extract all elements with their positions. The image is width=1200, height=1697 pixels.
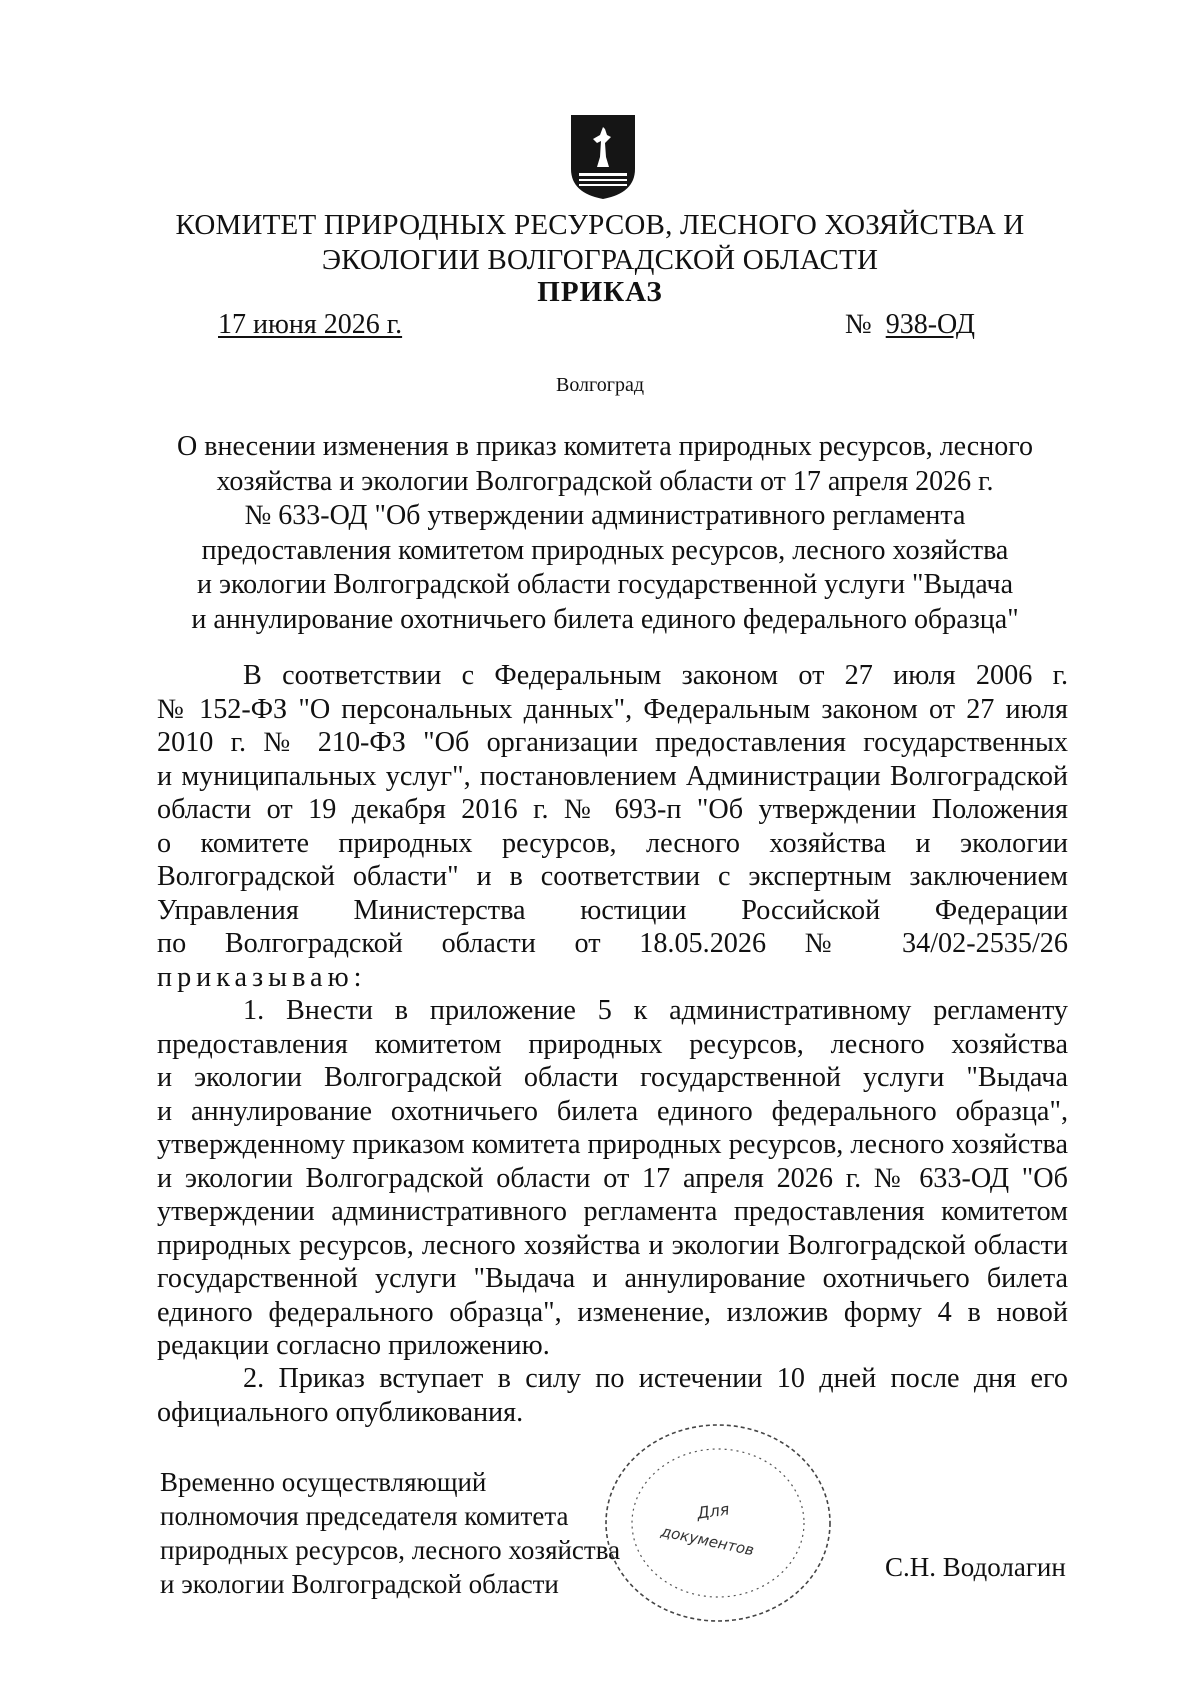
- subject-line: хозяйства и экологии Волгоградской области от 17 апреля 2026 г.: [216, 465, 994, 497]
- svg-text:документов: документов: [659, 1522, 756, 1560]
- subject-line: О внесении изменения в приказ комитета природных ресурсов, лесного: [177, 431, 1033, 462]
- position-line: Временно осуществляющий: [160, 1467, 487, 1497]
- subject-line: и аннулирование охотничьего билета единого федерального образца": [191, 603, 1019, 635]
- organization-name: [150, 208, 1050, 278]
- text-line: и муниципальных услуг", постановлением Администрации Волгоградской: [157, 760, 1068, 792]
- text-line: № 152-ФЗ "О персональных данных", Федеральным законом от 27 июля: [157, 693, 1068, 725]
- org-line-2: ЭКОЛОГИИ ВОЛГОГРАДСКОЙ ОБЛАСТИ: [321, 244, 879, 276]
- text-line: В соответствии с Федеральным законом от 27 июля 2006 г.: [243, 660, 1068, 691]
- text-line: природных ресурсов, лесного хозяйства и экологии Волгоградской области: [157, 1229, 1068, 1261]
- order-date: 17 июня 2026 г.: [218, 309, 403, 340]
- order-number: № 938-ОД: [845, 309, 975, 340]
- text-line: и экологии Волгоградской области государственной услуги "Выдача: [157, 1062, 1068, 1093]
- text-line: 1. Внести в приложение 5 к административному регламенту: [243, 995, 1068, 1026]
- position-line: полномочия председателя комитета: [160, 1501, 569, 1531]
- text-line: Волгоградской области" и в соответствии с экспертным заключением: [157, 861, 1068, 892]
- subject-line: № 633-ОД "Об утверждении административного регламента: [244, 500, 966, 531]
- document-type: ПРИКАЗ: [537, 276, 663, 308]
- text-line: официального опубликования.: [157, 1396, 524, 1428]
- signatory-name: С.Н. Водолагин: [885, 1552, 1066, 1582]
- order-subject: [172, 430, 1038, 637]
- preamble-paragraph: [157, 659, 1068, 994]
- subject-line: предоставления комитетом природных ресурсов, лесного хозяйства: [201, 534, 1009, 566]
- text-line: предоставления комитетом природных ресурсов, лесного хозяйства: [157, 1028, 1068, 1060]
- subject-line: и экологии Волгоградской области государственной услуги "Выдача: [196, 569, 1014, 600]
- text-line: области от 19 декабря 2016 г. № 693-п "Об утверждении Положения: [157, 794, 1068, 825]
- text-line: и аннулирование охотничьего билета единого федерального образца",: [157, 1095, 1068, 1127]
- svg-text:Для: Для: [695, 1499, 731, 1523]
- text-line: 2. Приказ вступает в силу по истечении 10 дней после дня его: [243, 1363, 1068, 1394]
- text-line: утвержденному приказом комитета природных ресурсов, лесного хозяйства: [157, 1129, 1068, 1160]
- text-line: и экологии Волгоградской области от 17 апреля 2026 г. № 633-ОД "Об: [157, 1162, 1068, 1194]
- position-line: и экологии Волгоградской области: [160, 1569, 559, 1599]
- coat-of-arms-icon: [567, 113, 639, 201]
- text-line: по Волгоградской области от 18.05.2026 № 34/02-2535/26: [157, 928, 1068, 959]
- position-line: природных ресурсов, лесного хозяйства: [160, 1535, 621, 1565]
- order-word: приказываю:: [157, 961, 367, 993]
- text-line: государственной услуги "Выдача и аннулирование охотничьего билета: [157, 1263, 1068, 1294]
- signatory-position: [160, 1465, 620, 1601]
- text-line: Управления Министерства юстиции Российской Федерации: [157, 894, 1068, 926]
- text-line: о комитете природных ресурсов, лесного хозяйства и экологии: [157, 827, 1068, 859]
- org-line-1: КОМИТЕТ ПРИРОДНЫХ РЕСУРСОВ, ЛЕСНОГО ХОЗЯЙСТВА И: [175, 209, 1025, 241]
- text-line: 2010 г. № 210-ФЗ "Об организации предоставления государственных: [157, 727, 1068, 758]
- item-1-paragraph: [157, 994, 1068, 1363]
- stamp-seal-icon: [598, 1418, 838, 1628]
- text-line: утверждении административного регламента предоставления комитетом: [157, 1196, 1068, 1227]
- city: Волгоград: [555, 374, 645, 396]
- text-line: редакции согласно приложению.: [157, 1330, 550, 1361]
- text-line: единого федерального образца", изменение, изложив форму 4 в новой: [157, 1296, 1068, 1328]
